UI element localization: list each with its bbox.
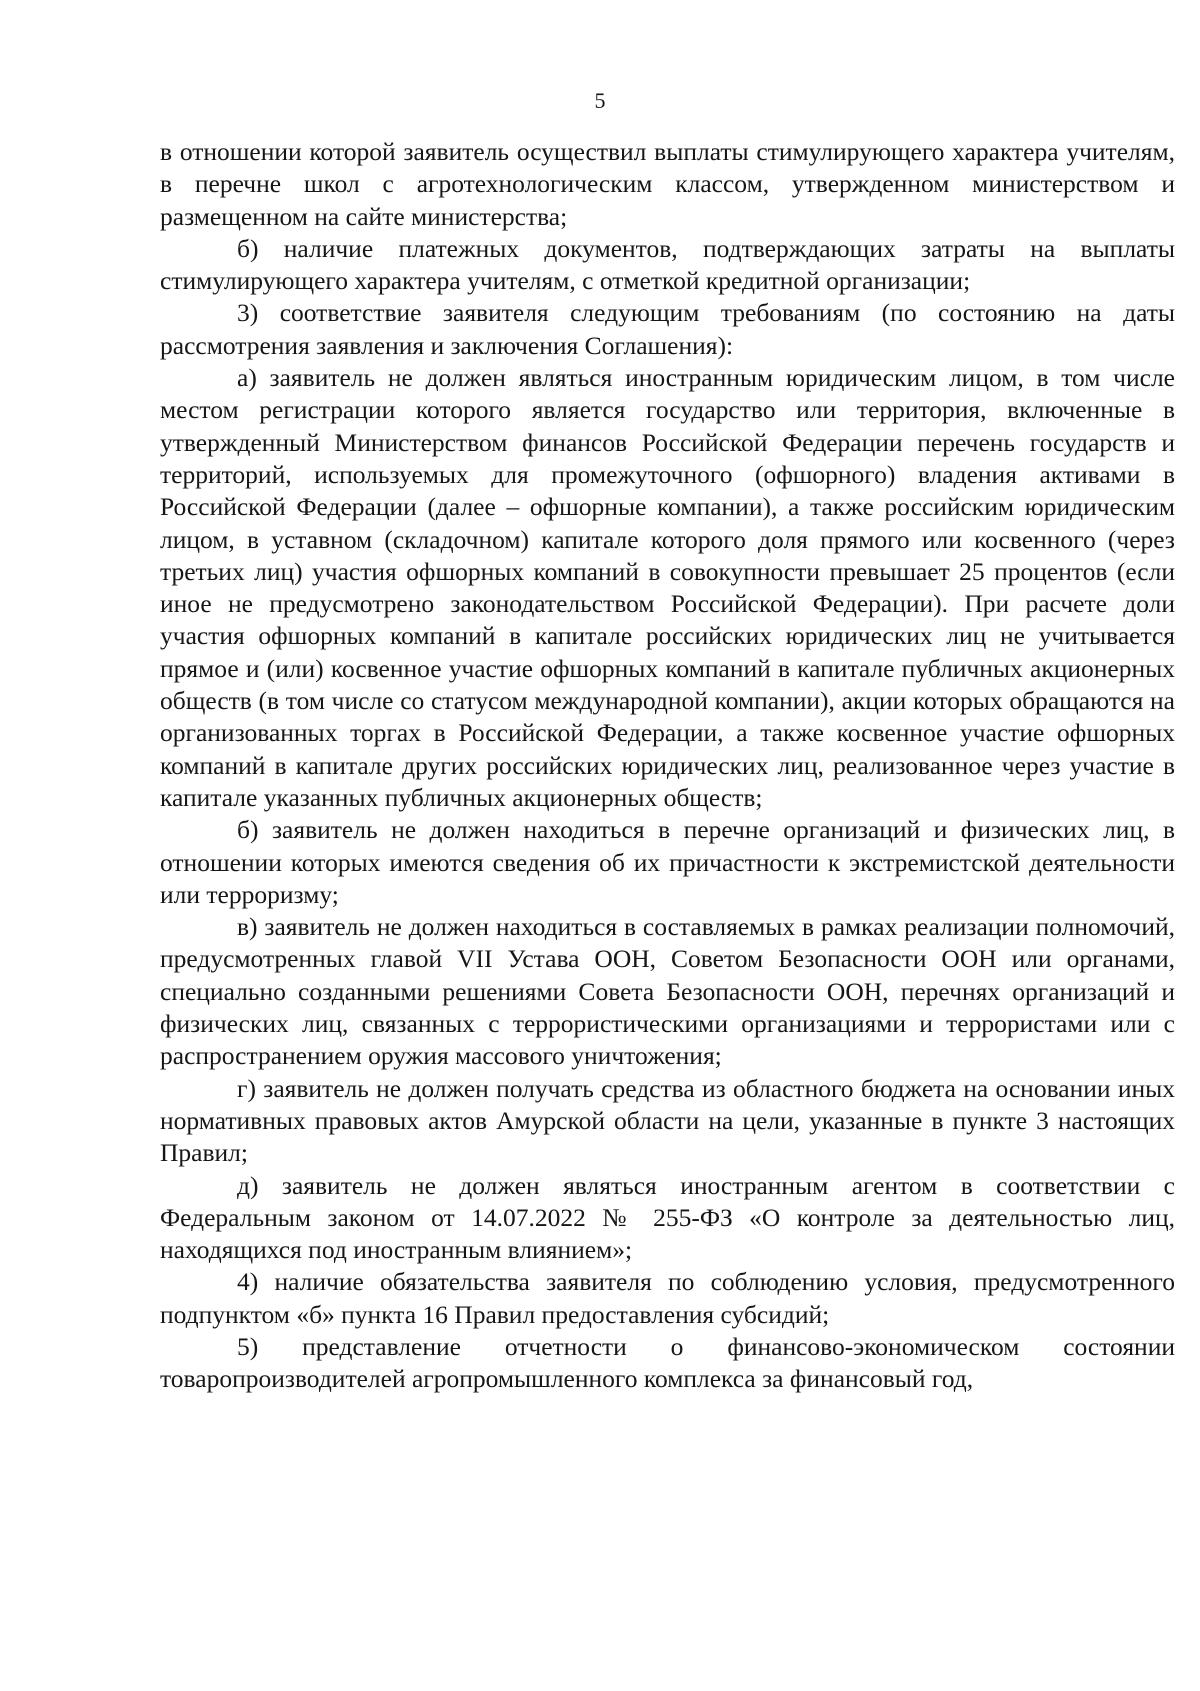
paragraph-continuation: в отношении которой заявитель осуществил выплаты стимулирующего характера учителям, в перечне школ с агротехнологическим классом, утвержденном министерством и размещенном на сайте министерства; xyxy=(160,137,1175,231)
paragraph-item-g-regional-budget: г) заявитель не должен получать средства из областного бюджета на основании иных нормативных правовых актов Амурской области на цели, указанные в пункте 3 настоящих Правил; xyxy=(160,1073,1175,1168)
page-number: 5 xyxy=(594,88,606,113)
paragraph-item-b-extremism: б) заявитель не должен находиться в перечне организаций и физических лиц, в отношении которых имеются сведения об их причастности к экстремистской деятельности или терроризму; xyxy=(160,815,1175,909)
paragraph-item-b-payment-documents: б) наличие платежных документов, подтверждающих затраты на выплаты стимулирующего характера учителям, с отметкой кредитной организации; xyxy=(160,233,1175,296)
paragraph-item-d-foreign-agent: д) заявитель не должен являться иностранным агентом в соответствии с Федеральным законом от 14.07.2022 № 255-ФЗ «О контроле за деятельностью лиц, находящихся под иностранным влиянием»; xyxy=(160,1170,1175,1265)
paragraph-item-5-reporting: 5) представление отчетности о финансово-экономическом состоянии товаропроизводителей агропромышленного комплекса за финансовый год, xyxy=(160,1331,1175,1394)
paragraph-item-v-un-lists: в) заявитель не должен находиться в составляемых в рамках реализации полномочий, предусмотренных главой VII Устава ООН, Советом Безопасности ООН или органами, специально созданными решениями Совета Безопасности ООН, перечнях организаций и физических лиц, связанных с террористическими организациями и террористами или с распространением оружия массового уничтожения; xyxy=(160,912,1175,1071)
paragraph-item-3-requirements: 3) соответствие заявителя следующим требованиям (по состоянию на даты рассмотрения заявления и заключения Соглашения): xyxy=(160,298,1175,360)
paragraph-item-a-offshore: а) заявитель не должен являться иностранным юридическим лицом, в том числе местом регистрации которого является государство или территория, включенные в утвержденный Министерством финансов Российской Федерации перечень государств и территорий, используемых для промежуточного (офшорного) владения активами в Российской Федерации (далее – офшорные компании), а также российским юридическим лицом, в уставном (складочном) капитале которого доля прямого или косвенного (через третьих лиц) участия офшорных компаний в совокупности превышает 25 процентов (если иное не предусмотрено законодательством Российской Федерации). При расчете доли участия офшорных компаний в капитале российских юридических лиц не учитывается прямое и (или) косвенное участие офшорных компаний в капитале публичных акционерных обществ (в том числе со статусом международной компании), акции которых обращаются на организованных торгах в Российской Федерации, а также косвенное участие офшорных компаний в капитале других российских юридических лиц, реализованное через участие в капитале указанных публичных акционерных обществ; xyxy=(160,363,1175,812)
document-body xyxy=(160,136,1175,1396)
paragraph-item-4-obligation: 4) наличие обязательства заявителя по соблюдению условия, предусмотренного подпунктом «б» пункта 16 Правил предоставления субсидий; xyxy=(160,1267,1175,1329)
